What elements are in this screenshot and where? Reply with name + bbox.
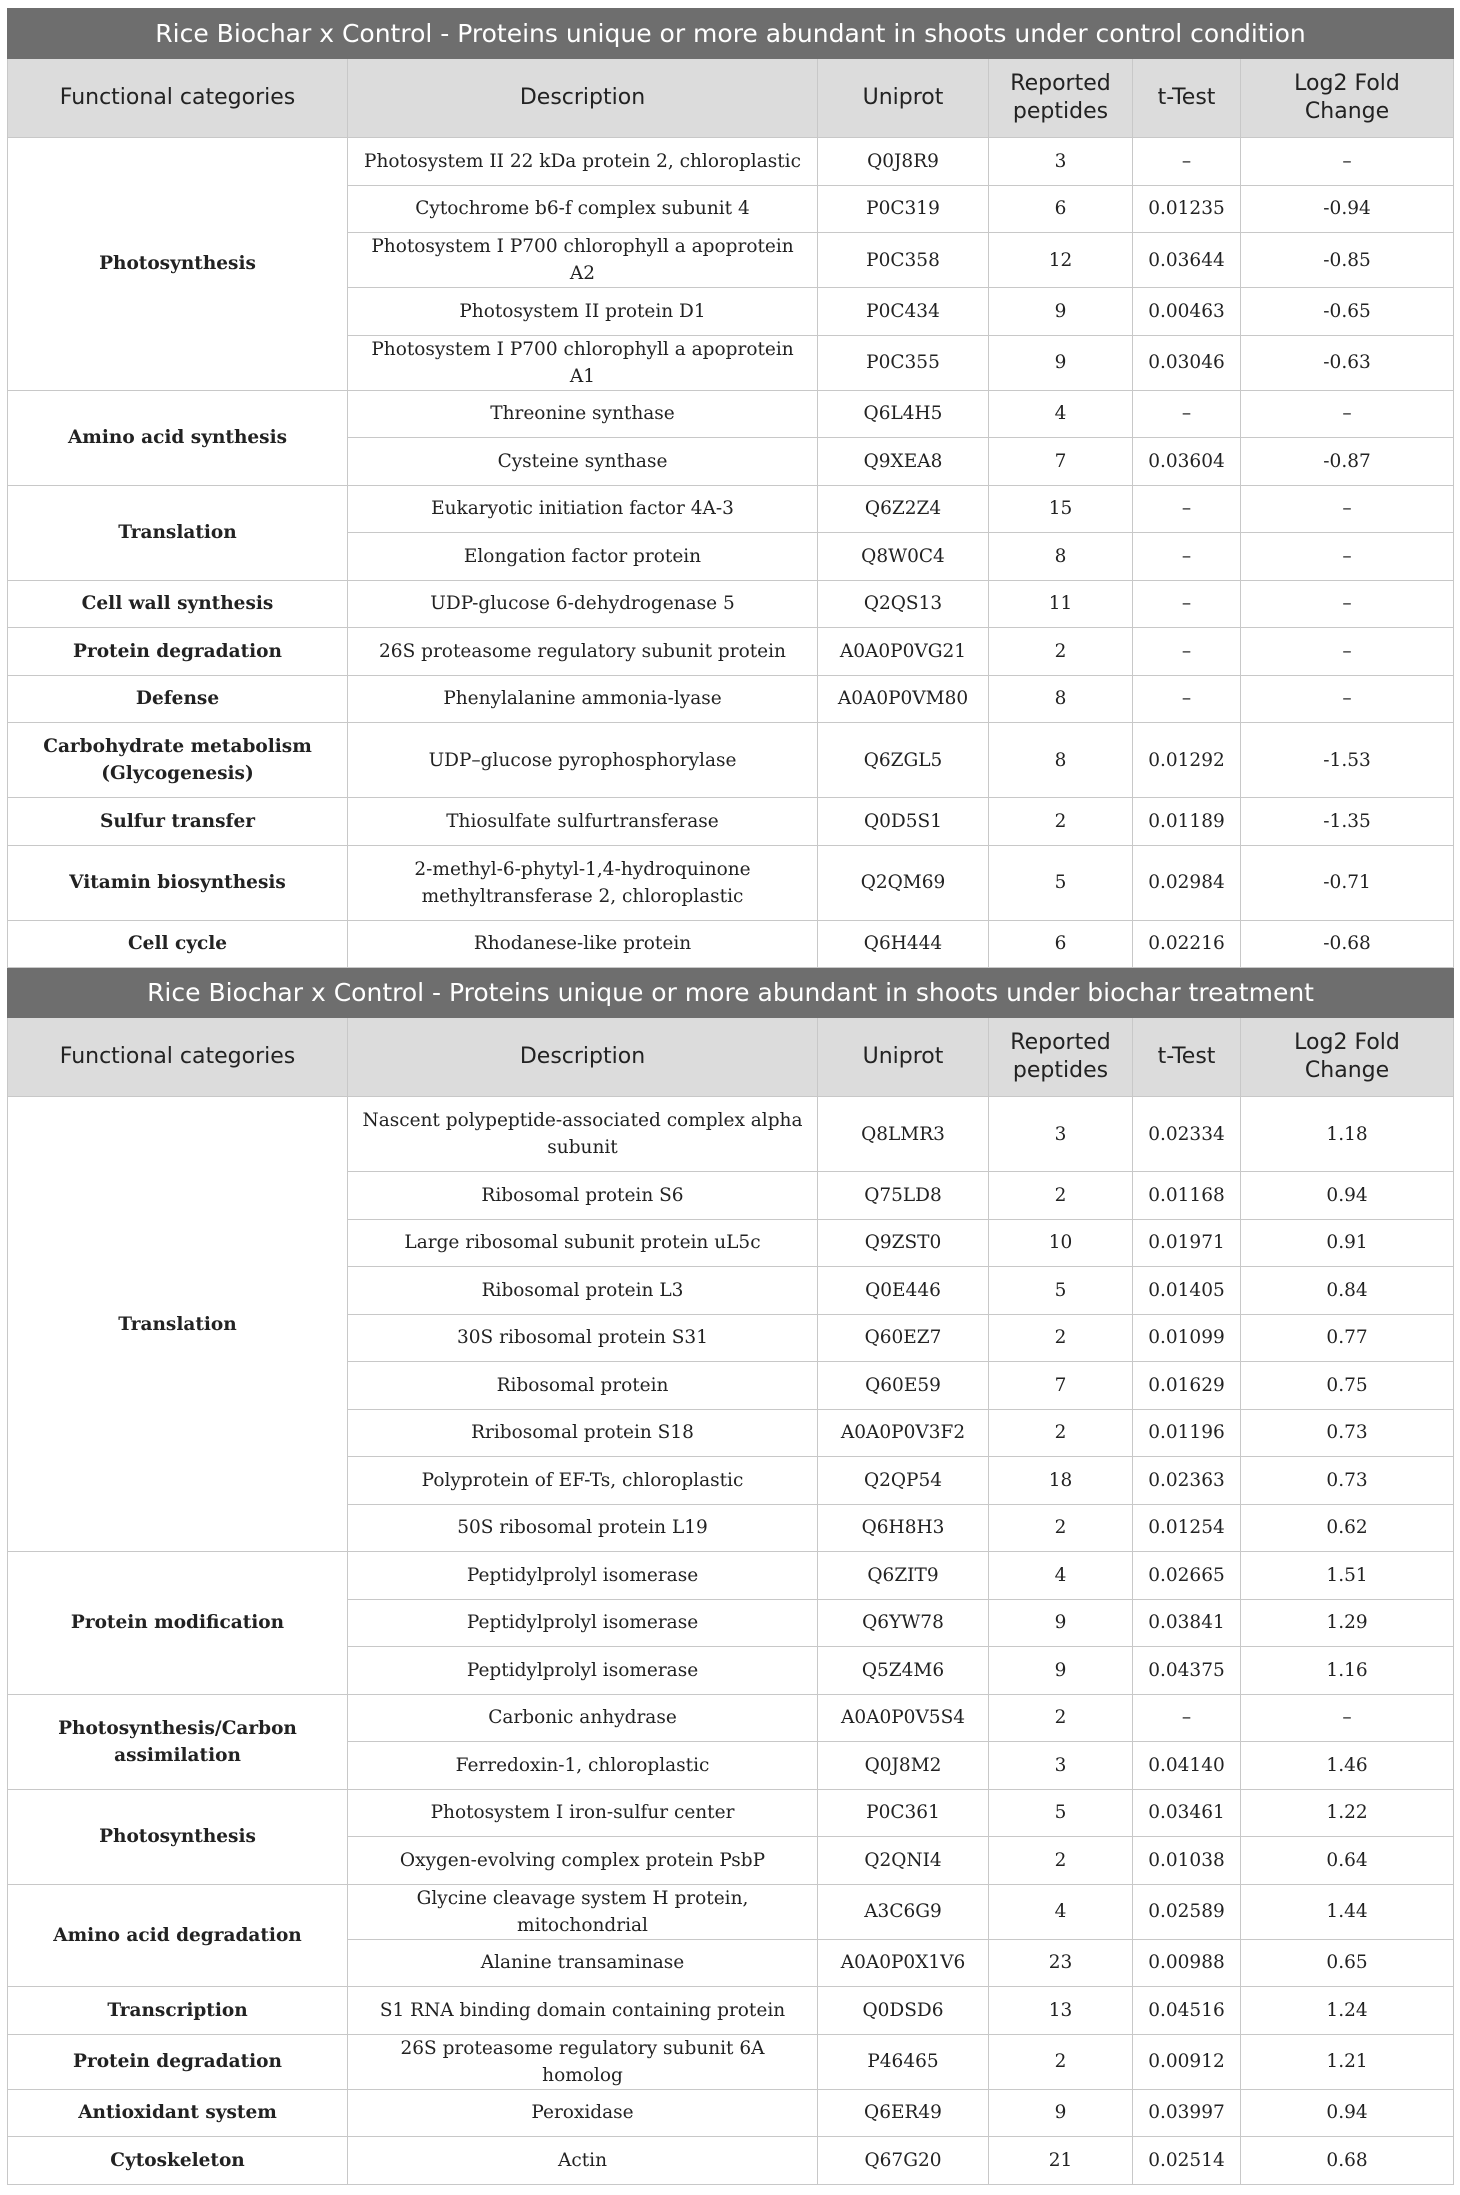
functional-category-cell: Protein degradation xyxy=(8,2034,348,2089)
t-test-cell: 0.01405 xyxy=(1133,1267,1241,1315)
t-test-cell: 0.01189 xyxy=(1133,798,1241,846)
functional-category-cell: Vitamin biosynthesis xyxy=(8,845,348,920)
header-reported-peptides: Reported peptides xyxy=(989,1018,1133,1097)
uniprot-cell: Q60EZ7 xyxy=(818,1314,989,1362)
log2-fold-change-cell: – xyxy=(1241,138,1454,186)
reported-peptides-cell: 6 xyxy=(989,920,1133,968)
reported-peptides-cell: 9 xyxy=(989,288,1133,336)
table-row xyxy=(8,485,1454,533)
description-cell: UDP–glucose pyrophosphorylase xyxy=(348,723,818,798)
t-test-cell: – xyxy=(1133,675,1241,723)
description-cell: Photosystem I iron-sulfur center xyxy=(348,1789,818,1837)
description-cell: Carbonic anhydrase xyxy=(348,1694,818,1742)
functional-category-cell: Antioxidant system xyxy=(8,2089,348,2137)
description-cell: Ribosomal protein S6 xyxy=(348,1172,818,1220)
section-title-row xyxy=(8,9,1454,59)
t-test-cell: 0.02514 xyxy=(1133,2137,1241,2185)
t-test-cell: 0.01196 xyxy=(1133,1409,1241,1457)
t-test-cell: 0.01168 xyxy=(1133,1172,1241,1220)
uniprot-cell: A0A0P0X1V6 xyxy=(818,1939,989,1987)
reported-peptides-cell: 4 xyxy=(989,1552,1133,1600)
description-cell: Peptidylprolyl isomerase xyxy=(348,1599,818,1647)
reported-peptides-cell: 2 xyxy=(989,1314,1133,1362)
reported-peptides-cell: 8 xyxy=(989,675,1133,723)
table-row xyxy=(8,1987,1454,2035)
description-cell: Photosystem II 22 kDa protein 2, chloroplastic xyxy=(348,138,818,186)
table-row xyxy=(8,845,1454,920)
description-cell: 26S proteasome regulatory subunit protein xyxy=(348,628,818,676)
reported-peptides-cell: 6 xyxy=(989,185,1133,233)
reported-peptides-cell: 21 xyxy=(989,2137,1133,2185)
t-test-cell: – xyxy=(1133,580,1241,628)
t-test-cell: 0.03046 xyxy=(1133,335,1241,390)
reported-peptides-cell: 9 xyxy=(989,1599,1133,1647)
log2-fold-change-cell: 0.94 xyxy=(1241,1172,1454,1220)
reported-peptides-cell: 3 xyxy=(989,138,1133,186)
reported-peptides-cell: 9 xyxy=(989,2089,1133,2137)
reported-peptides-cell: 4 xyxy=(989,1884,1133,1939)
t-test-cell: 0.04140 xyxy=(1133,1742,1241,1790)
t-test-cell: 0.00912 xyxy=(1133,2034,1241,2089)
description-cell: Photosystem II protein D1 xyxy=(348,288,818,336)
t-test-cell: 0.00988 xyxy=(1133,1939,1241,1987)
log2-fold-change-cell: 0.64 xyxy=(1241,1837,1454,1885)
uniprot-cell: P0C319 xyxy=(818,185,989,233)
log2-fold-change-cell: – xyxy=(1241,485,1454,533)
reported-peptides-cell: 23 xyxy=(989,1939,1133,1987)
table-row xyxy=(8,628,1454,676)
header-functional-categories: Functional categories xyxy=(8,59,348,138)
functional-category-cell: Carbohydrate metabolism (Glycogenesis) xyxy=(8,723,348,798)
reported-peptides-cell: 3 xyxy=(989,1097,1133,1172)
log2-fold-change-cell: – xyxy=(1241,675,1454,723)
log2-fold-change-cell: -0.87 xyxy=(1241,438,1454,486)
reported-peptides-cell: 9 xyxy=(989,1647,1133,1695)
header-reported-peptides: Reported peptides xyxy=(989,59,1133,138)
uniprot-cell: Q6ZGL5 xyxy=(818,723,989,798)
table-row xyxy=(8,2034,1454,2089)
uniprot-cell: Q0E446 xyxy=(818,1267,989,1315)
reported-peptides-cell: 13 xyxy=(989,1987,1133,2035)
uniprot-cell: Q6ER49 xyxy=(818,2089,989,2137)
description-cell: Eukaryotic initiation factor 4A-3 xyxy=(348,485,818,533)
log2-fold-change-cell: 0.68 xyxy=(1241,2137,1454,2185)
table-row xyxy=(8,798,1454,846)
header-uniprot: Uniprot xyxy=(818,59,989,138)
description-cell: Ferredoxin-1, chloroplastic xyxy=(348,1742,818,1790)
header-log2-fold-change: Log2 Fold Change xyxy=(1241,59,1454,138)
t-test-cell: – xyxy=(1133,138,1241,186)
description-cell: Peptidylprolyl isomerase xyxy=(348,1647,818,1695)
header-t-test: t-Test xyxy=(1133,59,1241,138)
header-functional-categories: Functional categories xyxy=(8,1018,348,1097)
description-cell: Oxygen-evolving complex protein PsbP xyxy=(348,1837,818,1885)
log2-fold-change-cell: -0.71 xyxy=(1241,845,1454,920)
description-cell: Thiosulfate sulfurtransferase xyxy=(348,798,818,846)
table-row xyxy=(8,390,1454,438)
uniprot-cell: A0A0P0VG21 xyxy=(818,628,989,676)
reported-peptides-cell: 5 xyxy=(989,1789,1133,1837)
log2-fold-change-cell: -0.94 xyxy=(1241,185,1454,233)
t-test-cell: 0.03604 xyxy=(1133,438,1241,486)
description-cell: Actin xyxy=(348,2137,818,2185)
reported-peptides-cell: 8 xyxy=(989,533,1133,581)
reported-peptides-cell: 8 xyxy=(989,723,1133,798)
description-cell: Polyprotein of EF-Ts, chloroplastic xyxy=(348,1457,818,1505)
log2-fold-change-cell: – xyxy=(1241,580,1454,628)
t-test-cell: 0.02334 xyxy=(1133,1097,1241,1172)
uniprot-cell: Q6L4H5 xyxy=(818,390,989,438)
description-cell: Cysteine synthase xyxy=(348,438,818,486)
functional-category-cell: Translation xyxy=(8,1097,348,1552)
reported-peptides-cell: 7 xyxy=(989,438,1133,486)
table-row xyxy=(8,920,1454,968)
reported-peptides-cell: 2 xyxy=(989,1409,1133,1457)
table-row xyxy=(8,1694,1454,1742)
description-cell: Elongation factor protein xyxy=(348,533,818,581)
table-row xyxy=(8,2089,1454,2137)
header-description: Description xyxy=(348,1018,818,1097)
header-log2-fold-change: Log2 Fold Change xyxy=(1241,1018,1454,1097)
description-cell: Nascent polypeptide-associated complex alpha subunit xyxy=(348,1097,818,1172)
log2-fold-change-cell: 0.91 xyxy=(1241,1219,1454,1267)
uniprot-cell: Q6YW78 xyxy=(818,1599,989,1647)
log2-fold-change-cell: 1.46 xyxy=(1241,1742,1454,1790)
reported-peptides-cell: 2 xyxy=(989,1837,1133,1885)
description-cell: Threonine synthase xyxy=(348,390,818,438)
log2-fold-change-cell: -1.35 xyxy=(1241,798,1454,846)
log2-fold-change-cell: 0.94 xyxy=(1241,2089,1454,2137)
log2-fold-change-cell: 1.22 xyxy=(1241,1789,1454,1837)
log2-fold-change-cell: 1.21 xyxy=(1241,2034,1454,2089)
reported-peptides-cell: 12 xyxy=(989,233,1133,288)
t-test-cell: 0.01629 xyxy=(1133,1362,1241,1410)
uniprot-cell: Q2QP54 xyxy=(818,1457,989,1505)
log2-fold-change-cell: – xyxy=(1241,628,1454,676)
functional-category-cell: Photosynthesis xyxy=(8,1789,348,1884)
uniprot-cell: Q0D5S1 xyxy=(818,798,989,846)
t-test-cell: 0.03461 xyxy=(1133,1789,1241,1837)
description-cell: Ribosomal protein L3 xyxy=(348,1267,818,1315)
log2-fold-change-cell: – xyxy=(1241,390,1454,438)
log2-fold-change-cell: -0.85 xyxy=(1241,233,1454,288)
column-header-row xyxy=(8,1018,1454,1097)
uniprot-cell: Q6H8H3 xyxy=(818,1504,989,1552)
uniprot-cell: A3C6G9 xyxy=(818,1884,989,1939)
reported-peptides-cell: 18 xyxy=(989,1457,1133,1505)
uniprot-cell: Q8W0C4 xyxy=(818,533,989,581)
description-cell: Rhodanese-like protein xyxy=(348,920,818,968)
t-test-cell: – xyxy=(1133,1694,1241,1742)
section-title-row xyxy=(8,968,1454,1018)
t-test-cell: 0.03644 xyxy=(1133,233,1241,288)
reported-peptides-cell: 2 xyxy=(989,2034,1133,2089)
uniprot-cell: A0A0P0VM80 xyxy=(818,675,989,723)
t-test-cell: 0.02665 xyxy=(1133,1552,1241,1600)
log2-fold-change-cell: 0.73 xyxy=(1241,1457,1454,1505)
t-test-cell: 0.02216 xyxy=(1133,920,1241,968)
column-header-row xyxy=(8,59,1454,138)
description-cell: 26S proteasome regulatory subunit 6A homolog xyxy=(348,2034,818,2089)
t-test-cell: 0.04516 xyxy=(1133,1987,1241,2035)
t-test-cell: 0.02984 xyxy=(1133,845,1241,920)
uniprot-cell: Q0J8R9 xyxy=(818,138,989,186)
description-cell: Peroxidase xyxy=(348,2089,818,2137)
t-test-cell: – xyxy=(1133,533,1241,581)
functional-category-cell: Amino acid synthesis xyxy=(8,390,348,485)
description-cell: Peptidylprolyl isomerase xyxy=(348,1552,818,1600)
reported-peptides-cell: 5 xyxy=(989,845,1133,920)
section-title: Rice Biochar x Control - Proteins unique or more abundant in shoots under control condition xyxy=(8,9,1454,59)
uniprot-cell: Q6ZIT9 xyxy=(818,1552,989,1600)
description-cell: Photosystem I P700 chlorophyll a apoprotein A1 xyxy=(348,335,818,390)
uniprot-cell: Q5Z4M6 xyxy=(818,1647,989,1695)
reported-peptides-cell: 3 xyxy=(989,1742,1133,1790)
uniprot-cell: A0A0P0V5S4 xyxy=(818,1694,989,1742)
description-cell: 30S ribosomal protein S31 xyxy=(348,1314,818,1362)
reported-peptides-cell: 2 xyxy=(989,798,1133,846)
t-test-cell: 0.04375 xyxy=(1133,1647,1241,1695)
log2-fold-change-cell: 1.29 xyxy=(1241,1599,1454,1647)
description-cell: Large ribosomal subunit protein uL5c xyxy=(348,1219,818,1267)
uniprot-cell: Q75LD8 xyxy=(818,1172,989,1220)
t-test-cell: 0.01235 xyxy=(1133,185,1241,233)
reported-peptides-cell: 2 xyxy=(989,1504,1133,1552)
table-row xyxy=(8,1884,1454,1939)
reported-peptides-cell: 4 xyxy=(989,390,1133,438)
uniprot-cell: P0C361 xyxy=(818,1789,989,1837)
functional-category-cell: Cytoskeleton xyxy=(8,2137,348,2185)
table-row xyxy=(8,580,1454,628)
log2-fold-change-cell: 0.75 xyxy=(1241,1362,1454,1410)
log2-fold-change-cell: – xyxy=(1241,1694,1454,1742)
uniprot-cell: Q6H444 xyxy=(818,920,989,968)
table-row xyxy=(8,138,1454,186)
t-test-cell: 0.03841 xyxy=(1133,1599,1241,1647)
header-uniprot: Uniprot xyxy=(818,1018,989,1097)
table-row xyxy=(8,1789,1454,1837)
functional-category-cell: Translation xyxy=(8,485,348,580)
reported-peptides-cell: 2 xyxy=(989,1172,1133,1220)
functional-category-cell: Defense xyxy=(8,675,348,723)
log2-fold-change-cell: 0.62 xyxy=(1241,1504,1454,1552)
functional-category-cell: Amino acid degradation xyxy=(8,1884,348,1987)
functional-category-cell: Cell cycle xyxy=(8,920,348,968)
uniprot-cell: P0C434 xyxy=(818,288,989,336)
uniprot-cell: Q60E59 xyxy=(818,1362,989,1410)
description-cell: UDP-glucose 6-dehydrogenase 5 xyxy=(348,580,818,628)
log2-fold-change-cell: 1.51 xyxy=(1241,1552,1454,1600)
uniprot-cell: Q9XEA8 xyxy=(818,438,989,486)
description-cell: Alanine transaminase xyxy=(348,1939,818,1987)
uniprot-cell: Q8LMR3 xyxy=(818,1097,989,1172)
t-test-cell: 0.03997 xyxy=(1133,2089,1241,2137)
uniprot-cell: Q2QS13 xyxy=(818,580,989,628)
uniprot-cell: Q2QM69 xyxy=(818,845,989,920)
description-cell: Phenylalanine ammonia-lyase xyxy=(348,675,818,723)
table-row xyxy=(8,675,1454,723)
uniprot-cell: A0A0P0V3F2 xyxy=(818,1409,989,1457)
t-test-cell: 0.01038 xyxy=(1133,1837,1241,1885)
description-cell: 2-methyl-6-phytyl-1,4-hydroquinone methyltransferase 2, chloroplastic xyxy=(348,845,818,920)
reported-peptides-cell: 2 xyxy=(989,1694,1133,1742)
log2-fold-change-cell: 1.24 xyxy=(1241,1987,1454,2035)
description-cell: Ribosomal protein xyxy=(348,1362,818,1410)
log2-fold-change-cell: 1.16 xyxy=(1241,1647,1454,1695)
functional-category-cell: Protein degradation xyxy=(8,628,348,676)
reported-peptides-cell: 5 xyxy=(989,1267,1133,1315)
uniprot-cell: Q9ZST0 xyxy=(818,1219,989,1267)
log2-fold-change-cell: 0.73 xyxy=(1241,1409,1454,1457)
functional-category-cell: Protein modification xyxy=(8,1552,348,1695)
uniprot-cell: P46465 xyxy=(818,2034,989,2089)
table-row xyxy=(8,1552,1454,1600)
log2-fold-change-cell: -0.68 xyxy=(1241,920,1454,968)
log2-fold-change-cell: – xyxy=(1241,533,1454,581)
log2-fold-change-cell: 1.44 xyxy=(1241,1884,1454,1939)
functional-category-cell: Photosynthesis/Carbon assimilation xyxy=(8,1694,348,1789)
t-test-cell: – xyxy=(1133,628,1241,676)
t-test-cell: 0.01971 xyxy=(1133,1219,1241,1267)
uniprot-cell: P0C358 xyxy=(818,233,989,288)
t-test-cell: – xyxy=(1133,390,1241,438)
table-row xyxy=(8,2137,1454,2185)
description-cell: Photosystem I P700 chlorophyll a apoprotein A2 xyxy=(348,233,818,288)
t-test-cell: 0.01254 xyxy=(1133,1504,1241,1552)
log2-fold-change-cell: 0.65 xyxy=(1241,1939,1454,1987)
log2-fold-change-cell: 1.18 xyxy=(1241,1097,1454,1172)
t-test-cell: 0.01292 xyxy=(1133,723,1241,798)
reported-peptides-cell: 11 xyxy=(989,580,1133,628)
functional-category-cell: Cell wall synthesis xyxy=(8,580,348,628)
functional-category-cell: Sulfur transfer xyxy=(8,798,348,846)
reported-peptides-cell: 9 xyxy=(989,335,1133,390)
description-cell: S1 RNA binding domain containing protein xyxy=(348,1987,818,2035)
proteomics-table xyxy=(7,8,1454,2185)
uniprot-cell: Q6Z2Z4 xyxy=(818,485,989,533)
log2-fold-change-cell: -0.65 xyxy=(1241,288,1454,336)
functional-category-cell: Photosynthesis xyxy=(8,138,348,391)
reported-peptides-cell: 2 xyxy=(989,628,1133,676)
t-test-cell: 0.02589 xyxy=(1133,1884,1241,1939)
reported-peptides-cell: 10 xyxy=(989,1219,1133,1267)
uniprot-cell: P0C355 xyxy=(818,335,989,390)
log2-fold-change-cell: 0.77 xyxy=(1241,1314,1454,1362)
table-row xyxy=(8,1097,1454,1172)
description-cell: Glycine cleavage system H protein, mitochondrial xyxy=(348,1884,818,1939)
functional-category-cell: Transcription xyxy=(8,1987,348,2035)
proteomics-table-container xyxy=(7,8,1453,2185)
uniprot-cell: Q2QNI4 xyxy=(818,1837,989,1885)
description-cell: Rribosomal protein S18 xyxy=(348,1409,818,1457)
t-test-cell: 0.00463 xyxy=(1133,288,1241,336)
description-cell: 50S ribosomal protein L19 xyxy=(348,1504,818,1552)
header-t-test: t-Test xyxy=(1133,1018,1241,1097)
t-test-cell: – xyxy=(1133,485,1241,533)
reported-peptides-cell: 15 xyxy=(989,485,1133,533)
log2-fold-change-cell: -1.53 xyxy=(1241,723,1454,798)
uniprot-cell: Q67G20 xyxy=(818,2137,989,2185)
t-test-cell: 0.01099 xyxy=(1133,1314,1241,1362)
description-cell: Cytochrome b6-f complex subunit 4 xyxy=(348,185,818,233)
uniprot-cell: Q0J8M2 xyxy=(818,1742,989,1790)
section-title: Rice Biochar x Control - Proteins unique or more abundant in shoots under biochar treatment xyxy=(8,968,1454,1018)
log2-fold-change-cell: 0.84 xyxy=(1241,1267,1454,1315)
log2-fold-change-cell: -0.63 xyxy=(1241,335,1454,390)
t-test-cell: 0.02363 xyxy=(1133,1457,1241,1505)
header-description: Description xyxy=(348,59,818,138)
table-row xyxy=(8,723,1454,798)
reported-peptides-cell: 7 xyxy=(989,1362,1133,1410)
uniprot-cell: Q0DSD6 xyxy=(818,1987,989,2035)
